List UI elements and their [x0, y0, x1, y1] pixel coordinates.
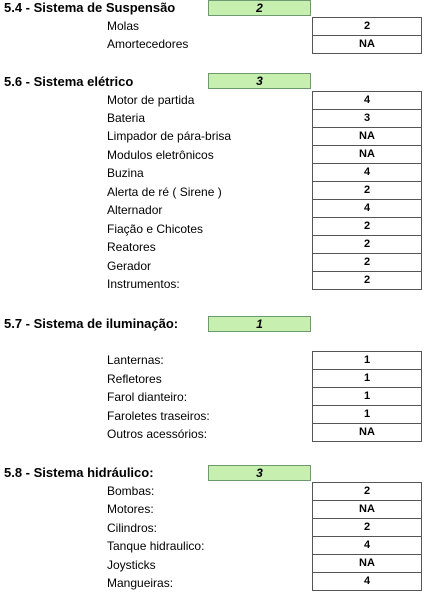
- values-table-iluminacao: [312, 351, 422, 442]
- item-label: Limpador de pára-brisa: [107, 129, 232, 143]
- values-table-suspensao: [312, 17, 422, 54]
- section-title-hidraulico: 5.8 - Sistema hidráulico:: [4, 465, 154, 480]
- item-label: Tanque hidraulico:: [107, 539, 205, 553]
- item-label: Joysticks: [107, 558, 156, 572]
- table-row: [313, 36, 422, 54]
- table-row: [313, 128, 422, 146]
- section-title-eletrico: 5.6 - Sistema elétrico: [4, 74, 134, 89]
- item-label: Outros acessórios:: [107, 427, 208, 441]
- item-value: 2: [313, 254, 422, 272]
- section-title-suspensao: 5.4 - Sistema de Suspensão: [4, 0, 176, 15]
- values-table-hidraulico: [312, 482, 422, 591]
- table-row: [313, 254, 422, 272]
- item-value: NA: [313, 146, 422, 164]
- table-row: [313, 555, 422, 573]
- item-value: 1: [313, 352, 422, 370]
- section-score-hidraulico: 3: [208, 465, 311, 481]
- table-row: [313, 164, 422, 182]
- item-label: Lanternas:: [107, 353, 164, 367]
- table-row: [313, 182, 422, 200]
- item-value: 2: [313, 236, 422, 254]
- item-value: 1: [313, 406, 422, 424]
- item-value: 1: [313, 370, 422, 388]
- table-row: [313, 573, 422, 591]
- section-score-suspensao: 2: [208, 0, 311, 16]
- item-label: Instrumentos:: [107, 277, 180, 291]
- item-value: 2: [313, 218, 422, 236]
- table-row: [313, 272, 422, 290]
- item-label: Motores:: [107, 502, 154, 516]
- item-label: Farol dianteiro:: [107, 390, 188, 404]
- table-row: [313, 352, 422, 370]
- item-value: 4: [313, 92, 422, 110]
- item-value: 4: [313, 537, 422, 555]
- table-row: [313, 483, 422, 501]
- item-value: 4: [313, 573, 422, 591]
- table-row: [313, 110, 422, 128]
- item-label: Molas: [107, 19, 140, 33]
- table-row: [313, 519, 422, 537]
- section-score-iluminacao: 1: [208, 316, 311, 332]
- table-row: [313, 218, 422, 236]
- table-row: [313, 18, 422, 36]
- section-score-eletrico: 3: [208, 73, 311, 89]
- item-value: NA: [313, 128, 422, 146]
- table-row: [313, 424, 422, 442]
- item-value: 4: [313, 164, 422, 182]
- item-label: Refletores: [107, 372, 162, 386]
- table-row: [313, 146, 422, 164]
- item-value: 2: [313, 519, 422, 537]
- item-value: 2: [313, 483, 422, 501]
- table-row: [313, 388, 422, 406]
- values-table-eletrico: [312, 91, 422, 290]
- item-label: Cilindros:: [107, 521, 158, 535]
- item-value: 4: [313, 200, 422, 218]
- item-label: Mangueiras:: [107, 576, 174, 590]
- table-row: [313, 406, 422, 424]
- item-value: 3: [313, 110, 422, 128]
- table-row: [313, 370, 422, 388]
- item-label: Gerador: [107, 259, 152, 273]
- item-value: NA: [313, 424, 422, 442]
- item-value: 1: [313, 388, 422, 406]
- item-value: NA: [313, 555, 422, 573]
- section-title-iluminacao: 5.7 - Sistema de iluminação:: [4, 316, 179, 331]
- table-row: [313, 501, 422, 519]
- item-label: Alternador: [107, 203, 163, 217]
- table-row: [313, 236, 422, 254]
- item-value: 2: [313, 182, 422, 200]
- item-value: NA: [313, 501, 422, 519]
- item-label: Modulos eletrônicos: [107, 148, 214, 162]
- table-row: [313, 200, 422, 218]
- item-label: Bateria: [107, 111, 146, 125]
- table-row: [313, 92, 422, 110]
- table-row: [313, 537, 422, 555]
- item-label: Fiação e Chicotes: [107, 222, 204, 236]
- item-label: Reatores: [107, 240, 156, 254]
- item-label: Amortecedores: [107, 37, 189, 51]
- item-label: Faroletes traseiros:: [107, 409, 210, 423]
- item-label: Motor de partida: [107, 93, 195, 107]
- item-label: Alerta de ré ( Sirene ): [107, 185, 222, 199]
- item-label: Buzina: [107, 166, 144, 180]
- item-value: 2: [313, 272, 422, 290]
- item-label: Bombas:: [107, 484, 155, 498]
- item-value: 2: [313, 18, 422, 36]
- item-value: NA: [313, 36, 422, 54]
